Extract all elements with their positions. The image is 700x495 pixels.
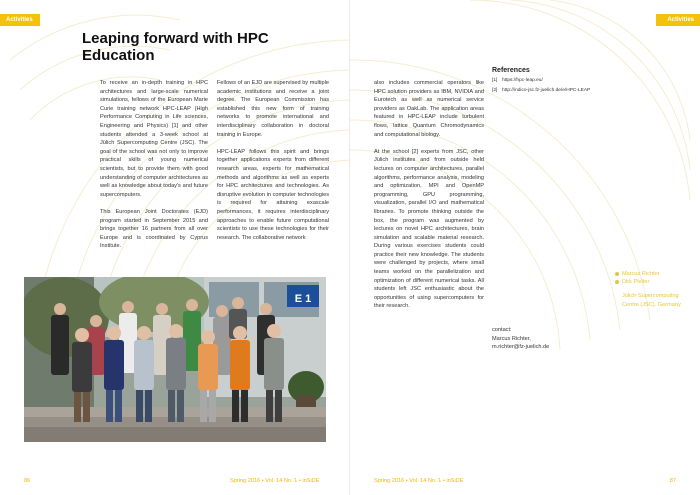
author-affiliation: Jülich Supercomputing Centre (JSC), Germany	[622, 293, 681, 308]
section-tab: Activities	[656, 14, 700, 26]
contact-label: contact:	[492, 327, 512, 333]
contact-block	[492, 326, 602, 352]
sign-text: E 1	[294, 293, 312, 305]
contact-email[interactable]: m.richter@fz-juelich.de	[492, 344, 550, 351]
text-column-2	[217, 79, 329, 251]
references	[492, 67, 602, 97]
text-column-3	[374, 79, 484, 320]
journal-footer: Spring 2016 • Vol. 14 No. 1 • inSiDE	[374, 478, 464, 484]
reference-link[interactable]: https://hpc-leap.eu/	[502, 78, 543, 83]
bullet-icon	[615, 280, 619, 284]
paragraph: At the school [2] experts from JSC, other Jülich institutes and from outside held lectures on computer architectures, parallel algorithms, performance analysis, modeling and optimization, MPI and OpenMP programming, GPU programming, visualization, parallel I/O and mathematical libraries. To promote thinking outside the box, the program was augmented by lectures on novel HPC architectures, brain simulation and scalable material research. During various exercises students could practice their new knowledge. The students were challenged by projects, where small teams worked on the parallelization and optimization of different numerical tasks. All students left JSC enthusiastic about the opportunities of using supercomputers for their research.	[374, 148, 484, 310]
group-photo-illustration	[24, 277, 326, 442]
contact-name: Marcus Richter,	[492, 335, 531, 342]
bullet-icon	[615, 272, 619, 276]
paragraph: This European Joint Doctorates (EJD) program started in September 2015 and brings together 16 partners from all over Europe and is coordinated by Cyprus Institute.	[100, 208, 208, 250]
group-photo	[24, 277, 326, 442]
reference-number: [2]	[492, 87, 498, 93]
author-info	[615, 270, 685, 309]
journal-footer: Spring 2016 • Vol. 14 No. 1 • inSiDE	[230, 478, 320, 484]
author-item	[615, 278, 685, 286]
author-name: Dirk Pleiter	[622, 279, 650, 286]
references-title: References	[492, 67, 530, 74]
page-number: 86	[24, 478, 31, 484]
reference-link[interactable]: http://indico-jsc.fz-juelich.de/e/HPC-LEAP	[502, 87, 591, 93]
reference-item	[492, 88, 602, 95]
author-name: Marcus Richter	[622, 271, 660, 277]
paragraph: also includes commercial operators like HPC solution providers as IBM, NVIDIA and Eurotech as well as numerical service providers as OakLab. The application areas featured in HPC-LEAP include turbulent flows, lattice Quantum Chromodynamics and computational biology.	[374, 80, 484, 138]
reference-number: [1]	[492, 78, 498, 83]
paragraph: To receive an in-depth training in HPC architectures and large-scale numerical simulations, fellows of the European Marie Curie training network HPC-LEAP (High Performance Computing in Life sciences, Engineering and Physics) [1] and other students attended a 3-week school at Jülich Supercomputing Centre (JSC). The goal of the school was not only to improve practical skills of young numerical scientists, but to provide them with good understanding of computer architectures as well as knowledge about today's and future supercomputers.	[100, 80, 208, 198]
reference-item	[492, 78, 602, 85]
author-item	[615, 270, 685, 278]
article-title: Leaping forward with HPC Education	[82, 30, 269, 64]
section-tab: Activities	[0, 14, 40, 26]
paragraph: Fellows of an EJD are supervised by multiple academic institutions and receive a joint degree. The European Commission has established this new form of training networks to promote international and interdisciplinary collaboration in doctoral training in Europe.	[217, 80, 329, 138]
paragraph: HPC-LEAP follows this spirit and brings together applications experts from different research areas, experts for mathematical methods and algorithms as well as experts for HPC architectures and technologies. As disruptive evolution in computer technologies is required for attaining exascale performances, it requires interdisciplinary approaches to enable future computational scientists to use these technologies for their research. The collaborative network	[217, 148, 329, 241]
text-column-1	[100, 79, 208, 259]
page-number: 87	[669, 478, 676, 484]
